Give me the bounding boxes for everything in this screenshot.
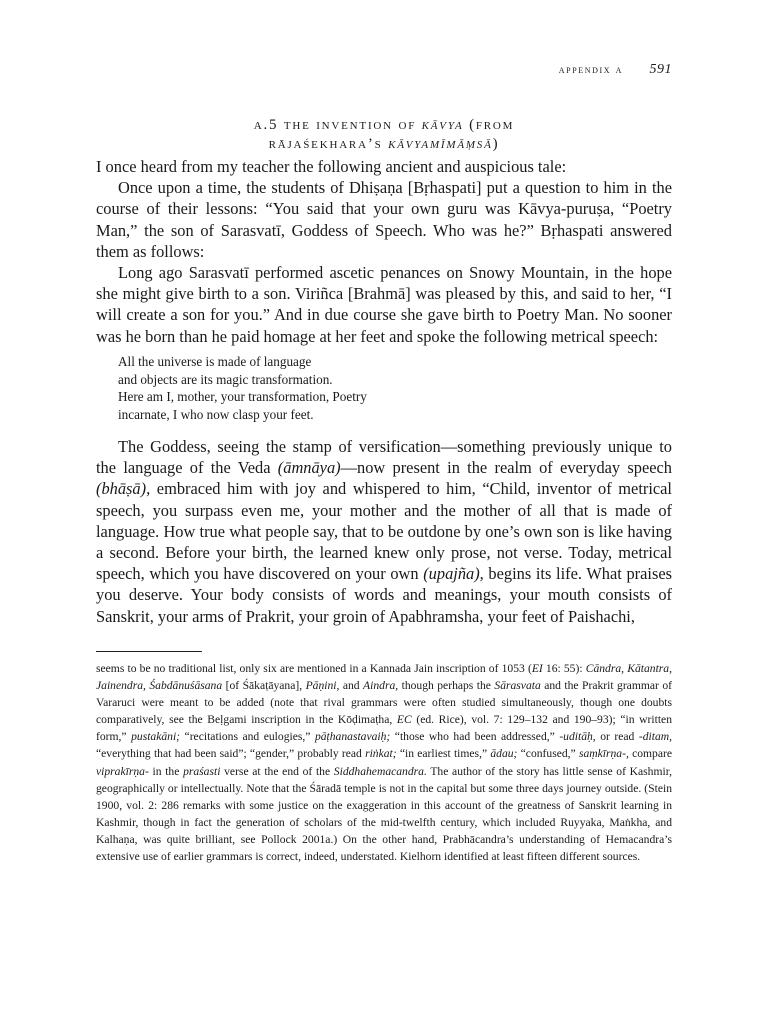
- paragraph-4: The Goddess, seeing the stamp of versification—something previously unique to the language of the Veda (āmnāya)—now present in the realm of everyday speech (bhāṣā), embraced him with joy and whispered to him, “Child, inventor of metrical speech, you surpass even me, your mother and the mother of all that is made of language. How true what people say, that to be outdone by one’s own son is like having a second. Before your birth, the learned knew only prose, not verse. Today, metrical speech, which you have discovered on your own (upajña), begins its life. What praises you deserve. Your body consists of words and meanings, your mouth consists of Sanskrit, your arms of Prakrit, your groin of Apabhramsha, your feet of Paishachi,: [96, 437, 672, 626]
- verse-line: and objects are its magic transformation.: [118, 371, 333, 387]
- footnote-rule: [96, 651, 202, 652]
- running-head-label: appendix a: [558, 64, 624, 76]
- verse-line: Here am I, mother, your transformation, Poetry: [118, 389, 367, 405]
- paragraph-3: Long ago Sarasvatī performed ascetic penances on Snowy Mountain, in the hope she might give birth to a son. Viriñca [Brahmā] was pleased by this, and said to her, “I will create a son for you.” And in due course she gave birth to Poetry Man. No sooner was he born than he paid homage at her feet and spoke the following metrical speech:: [96, 263, 672, 346]
- page-number: 591: [649, 62, 672, 77]
- footnote-text: seems to be no traditional list, only six are mentioned in a Kannada Jain inscription of 1053 (EI 16: 55): Cāndra, Kātantra, Jainendra, Śabdānuśāsana [of Śākaṭāyana], Pāṇini, and Aindra, though perhaps the Sārasvata and the Prakrit grammar of Vararuci were meant to be added (note that rival grammars were often studied simultaneously, though one doubts comparatively, see the Beḷgami inscription in the Kōḍimaṭha, EC (ed. Rice), vol. 7: 129–132 and 190–93); “in written form,” pustakāni; “recitations and eulogies,” pāṭhanastavaiḥ; “those who had been addressed,” -uditāḥ, or read -ditam, “everything that had been said”; “gender,” probably read riṅkat; “in earliest times,” ādau; “confused,” saṃkīrṇa-, compare viprakīrṇa- in the praśasti verse at the end of the Siddhahemacandra. The author of the story has little sense of Kashmir, geographically or intellectually. Note that the Śāradā temple is not in the capital but some three days journey outside. (Stein 1900, vol. 2: 286 remarks with some justice on the exaggeration in this account of the greatness of Sanskrit learning in Kashmir, though in fact the generation of scholars of the mid-twelfth century, which included Ruyyaka, Maṅkha, and Kalhaṇa, was quite brilliant, see Pollock 2001a.) On the other hand, Prabhācandra’s understanding of Hemacandra’s extensive use of earlier grammars is correct, indeed, understated. Kielhorn identified at least fifteen different sources.: [96, 662, 673, 864]
- verse-block: [118, 353, 672, 424]
- paragraph-1: I once heard from my teacher the following ancient and auspicious tale:: [96, 157, 567, 176]
- paragraph-2: Once upon a time, the students of Dhiṣaṇa [Bṛhaspati] put a question to him in the course of their lessons: “You said that your own guru was Kāvya-puruṣa, “Poetry Man,” the son of Sarasvatī, Goddess of Speech. Who was he?” Bṛhaspati answered them as follows:: [96, 178, 672, 261]
- verse-line: incarnate, I who now clasp your feet.: [118, 407, 314, 423]
- body-text: [96, 156, 672, 627]
- running-head: [96, 62, 672, 78]
- section-title: a.5 the invention of kāvya (from rājaśekhara’s kāvyamīmāṃsā): [253, 117, 515, 152]
- footnote: [96, 660, 672, 865]
- verse-line: All the universe is made of language: [118, 353, 312, 369]
